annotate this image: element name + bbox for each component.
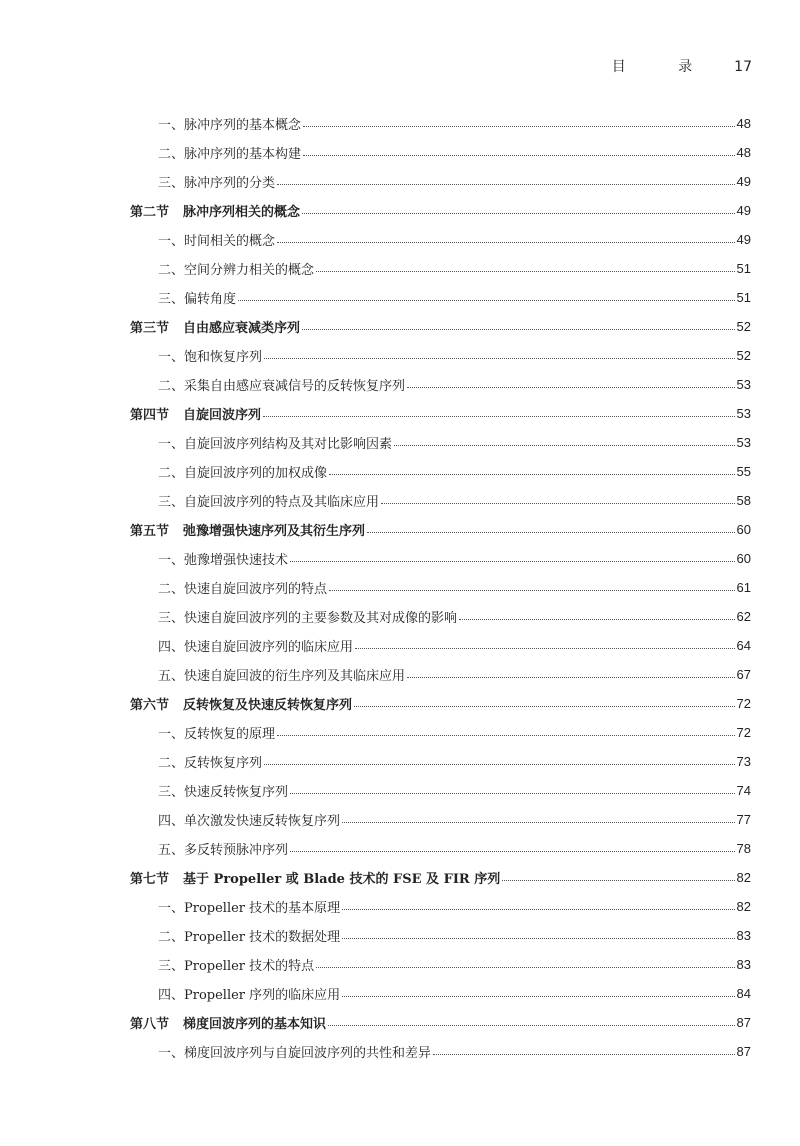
toc-item-entry[interactable]	[0, 776, 800, 804]
toc-item-label: 五、多反转预脉冲序列	[158, 842, 289, 858]
toc-page-number: 60	[736, 550, 751, 566]
dot-leader	[329, 590, 735, 591]
toc-item-label: 一、饱和恢复序列	[158, 349, 263, 365]
toc-section-entry[interactable]	[0, 515, 800, 543]
toc-item-label: 一、Propeller 技术的基本原理	[158, 900, 341, 916]
toc-item-entry[interactable]	[0, 370, 800, 398]
dot-leader	[303, 155, 735, 156]
toc-page-number: 78	[736, 840, 751, 856]
toc-page-number: 82	[736, 869, 751, 885]
toc-section-label	[130, 1013, 326, 1032]
page-header	[612, 56, 752, 76]
toc-page-number: 58	[736, 492, 751, 508]
dot-leader	[316, 967, 734, 968]
toc-section-entry[interactable]	[0, 399, 800, 427]
toc-item-entry[interactable]	[0, 805, 800, 833]
toc-section-label	[130, 201, 300, 220]
toc-item-label: 一、弛豫增强快速技术	[158, 552, 289, 568]
toc-item-entry[interactable]	[0, 167, 800, 195]
toc-page-number: 64	[736, 637, 751, 653]
toc-item-entry[interactable]	[0, 834, 800, 862]
dot-leader	[355, 648, 735, 649]
toc-section-number: 第六节	[130, 697, 170, 713]
toc-item-label: 四、单次激发快速反转恢复序列	[158, 813, 341, 829]
toc-item-label: 四、Propeller 序列的临床应用	[158, 987, 341, 1003]
toc-item-entry[interactable]	[0, 254, 800, 282]
toc-page-number: 73	[736, 753, 751, 769]
toc-item-entry[interactable]	[0, 660, 800, 688]
dot-leader	[238, 300, 735, 301]
toc-item-entry[interactable]	[0, 225, 800, 253]
dot-leader	[328, 1025, 735, 1026]
toc-section-title: 自由感应衰减类序列	[183, 320, 301, 336]
dot-leader	[302, 213, 735, 214]
toc-page-number: 82	[736, 898, 751, 914]
toc-section-title: 基于 Propeller 或 Blade 技术的 FSE 及 FIR 序列	[183, 871, 501, 887]
toc-item-entry[interactable]	[0, 631, 800, 659]
toc-item-label: 一、时间相关的概念	[158, 233, 276, 249]
dot-leader	[302, 329, 735, 330]
toc-item-label: 四、快速自旋回波序列的临床应用	[158, 639, 354, 655]
toc-item-label: 三、偏转角度	[158, 291, 237, 307]
dot-leader	[342, 996, 734, 997]
toc-item-entry[interactable]	[0, 573, 800, 601]
toc-item-label: 二、快速自旋回波序列的特点	[158, 581, 328, 597]
dot-leader	[303, 126, 735, 127]
toc-item-label: 三、快速反转恢复序列	[158, 784, 289, 800]
dot-leader	[367, 532, 735, 533]
toc-item-label: 二、反转恢复序列	[158, 755, 263, 771]
toc-section-title: 弛豫增强快速序列及其衍生序列	[183, 523, 366, 539]
toc-page-number: 83	[736, 956, 751, 972]
dot-leader	[354, 706, 735, 707]
toc-item-label: 二、脉冲序列的基本构建	[158, 146, 302, 162]
toc-page-number: 62	[736, 608, 751, 624]
toc-page-number: 49	[736, 173, 751, 189]
toc-page-number: 49	[736, 202, 751, 218]
toc-page-number: 52	[736, 318, 751, 334]
toc-section-number: 第四节	[130, 407, 170, 423]
dot-leader	[277, 184, 735, 185]
toc-page-number: 49	[736, 231, 751, 247]
toc-section-title: 反转恢复及快速反转恢复序列	[183, 697, 353, 713]
toc-section-title: 梯度回波序列的基本知识	[183, 1016, 327, 1032]
toc-item-entry[interactable]	[0, 747, 800, 775]
toc-section-number: 第三节	[130, 320, 170, 336]
toc-page-number: 72	[736, 695, 751, 711]
dot-leader	[407, 677, 735, 678]
toc-page-number: 77	[736, 811, 751, 827]
dot-leader	[263, 416, 735, 417]
toc-item-label: 三、快速自旋回波序列的主要参数及其对成像的影响	[158, 610, 458, 626]
toc-section-number: 第二节	[130, 204, 170, 220]
toc-item-entry[interactable]	[0, 341, 800, 369]
dot-leader	[433, 1054, 735, 1055]
dot-leader	[342, 909, 734, 910]
toc-page-number: 51	[736, 260, 751, 276]
toc-item-label: 二、空间分辨力相关的概念	[158, 262, 315, 278]
toc-page-number: 67	[736, 666, 751, 682]
dot-leader	[329, 474, 735, 475]
toc-item-label: 一、脉冲序列的基本概念	[158, 117, 302, 133]
toc-page-number: 48	[736, 115, 751, 131]
dot-leader	[407, 387, 735, 388]
toc-item-entry[interactable]	[0, 1037, 800, 1065]
toc-item-entry[interactable]	[0, 921, 800, 949]
header-page-number: 17	[734, 59, 752, 75]
dot-leader	[316, 271, 735, 272]
toc-item-label: 三、脉冲序列的分类	[158, 175, 276, 191]
toc-page-number: 48	[736, 144, 751, 160]
toc-section-label	[130, 404, 261, 423]
dot-leader	[264, 358, 735, 359]
dot-leader	[290, 851, 735, 852]
dot-leader	[290, 793, 735, 794]
dot-leader	[459, 619, 735, 620]
dot-leader	[381, 503, 735, 504]
toc-item-entry[interactable]	[0, 138, 800, 166]
toc-page-number: 72	[736, 724, 751, 740]
toc-page-number: 60	[736, 521, 751, 537]
toc-section-title: 脉冲序列相关的概念	[183, 204, 301, 220]
toc-page-number: 53	[736, 434, 751, 450]
toc-item-label: 一、梯度回波序列与自旋回波序列的共性和差异	[158, 1045, 432, 1061]
toc-page-number: 51	[736, 289, 751, 305]
toc-section-entry[interactable]	[0, 863, 800, 891]
dot-leader	[264, 764, 735, 765]
toc-page-number: 87	[736, 1014, 751, 1030]
toc-section-title: 自旋回波序列	[183, 407, 262, 423]
toc-item-entry[interactable]	[0, 718, 800, 746]
toc-page-number: 84	[736, 985, 751, 1001]
toc-page-number: 83	[736, 927, 751, 943]
toc-page-number: 74	[736, 782, 751, 798]
dot-leader	[277, 242, 735, 243]
toc-item-entry[interactable]	[0, 544, 800, 572]
toc-item-label: 二、采集自由感应衰减信号的反转恢复序列	[158, 378, 406, 394]
toc-page-number: 87	[736, 1043, 751, 1059]
toc-item-label: 二、自旋回波序列的加权成像	[158, 465, 328, 481]
dot-leader	[502, 880, 734, 881]
toc-item-label: 三、自旋回波序列的特点及其临床应用	[158, 494, 380, 510]
toc-section-label	[130, 694, 352, 713]
dot-leader	[277, 735, 735, 736]
toc-section-number: 第五节	[130, 523, 170, 539]
toc-section-entry[interactable]	[0, 1008, 800, 1036]
dot-leader	[342, 822, 735, 823]
toc-item-label: 二、Propeller 技术的数据处理	[158, 929, 341, 945]
toc-section-entry[interactable]	[0, 312, 800, 340]
toc-item-entry[interactable]	[0, 283, 800, 311]
toc-section-label	[130, 317, 300, 336]
toc-page-number: 53	[736, 405, 751, 421]
toc-item-label: 三、Propeller 技术的特点	[158, 958, 315, 974]
toc-section-entry[interactable]	[0, 196, 800, 224]
toc-section-label	[130, 520, 365, 539]
toc-item-entry[interactable]	[0, 602, 800, 630]
toc-section-entry[interactable]	[0, 689, 800, 717]
dot-leader	[342, 938, 734, 939]
toc-item-entry[interactable]	[0, 950, 800, 978]
dot-leader	[290, 561, 735, 562]
toc-item-entry[interactable]	[0, 457, 800, 485]
toc-section-label	[130, 868, 500, 887]
toc-page-number: 52	[736, 347, 751, 363]
toc-item-entry[interactable]	[0, 428, 800, 456]
toc-item-entry[interactable]	[0, 109, 800, 137]
toc-item-label: 一、自旋回波序列结构及其对比影响因素	[158, 436, 393, 452]
toc-page-number: 55	[736, 463, 751, 479]
header-title: 目 录	[611, 59, 717, 75]
toc-item-entry[interactable]	[0, 892, 800, 920]
toc-section-number: 第七节	[130, 871, 170, 887]
toc-page-number: 53	[736, 376, 751, 392]
toc-section-number: 第八节	[130, 1016, 170, 1032]
toc-item-label: 一、反转恢复的原理	[158, 726, 276, 742]
toc-item-label: 五、快速自旋回波的衍生序列及其临床应用	[158, 668, 406, 684]
toc-item-entry[interactable]	[0, 979, 800, 1007]
toc-item-entry[interactable]	[0, 486, 800, 514]
toc-page-number: 61	[736, 579, 751, 595]
dot-leader	[394, 445, 735, 446]
